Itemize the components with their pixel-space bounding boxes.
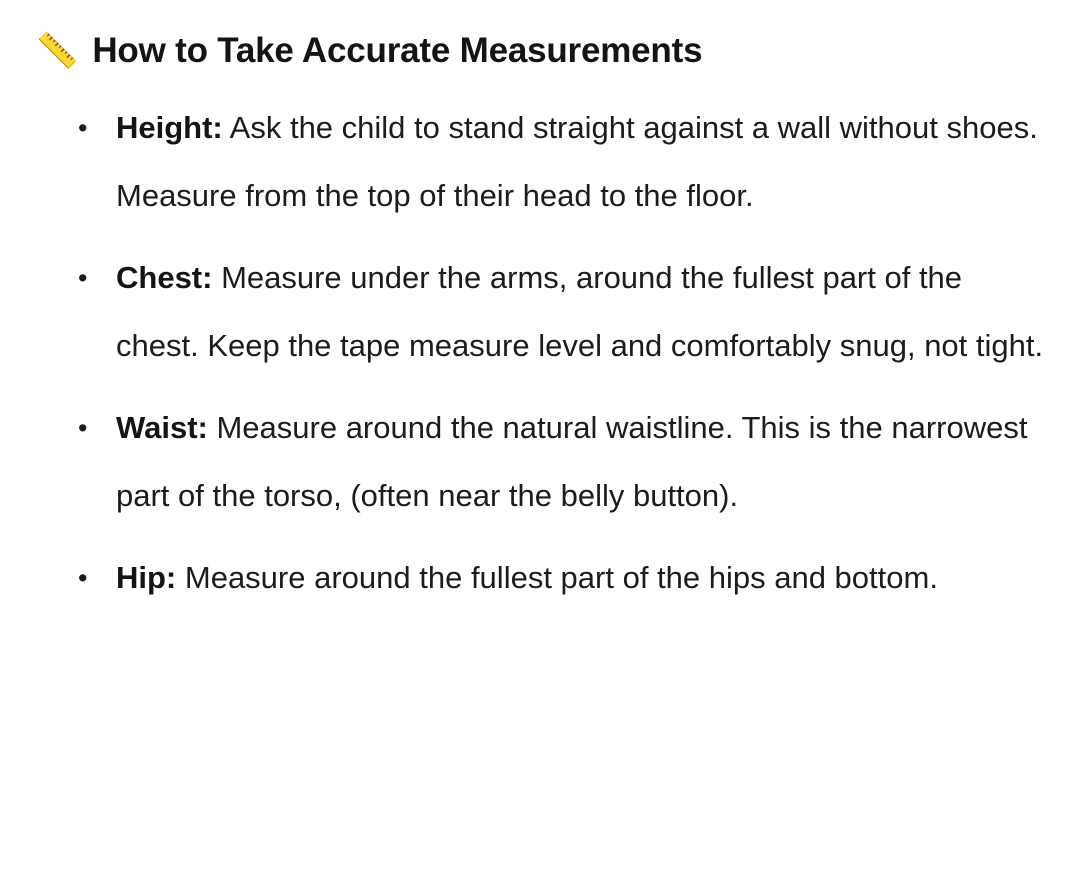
ruler-icon: 📏 — [36, 32, 79, 70]
list-bullet: • — [78, 413, 88, 443]
list-item — [36, 94, 1044, 230]
tip-label-height: Height: — [116, 110, 223, 145]
tip-label-waist: Waist: — [116, 410, 208, 445]
page-title: How to Take Accurate Measurements — [92, 31, 703, 70]
tip-text-waist: Measure around the natural waistline. This is the narrowest part of the torso, (often near the belly button). — [116, 410, 1028, 513]
section-heading — [36, 26, 1044, 76]
list-item — [36, 544, 1044, 612]
list-bullet: • — [78, 263, 88, 293]
list-item — [36, 394, 1044, 530]
tip-text-hip: Measure around the fullest part of the hips and bottom. — [176, 560, 938, 595]
measurement-tips-list — [36, 94, 1044, 612]
tip-label-chest: Chest: — [116, 260, 213, 295]
list-bullet: • — [78, 563, 88, 593]
tip-label-hip: Hip: — [116, 560, 177, 595]
tip-text-height: Ask the child to stand straight against a wall without shoes. Measure from the top of their head to the floor. — [116, 110, 1038, 213]
list-item — [36, 244, 1044, 380]
list-bullet: • — [78, 113, 88, 143]
tip-text-chest: Measure under the arms, around the fullest part of the chest. Keep the tape measure level and comfortably snug, not tight. — [116, 260, 1044, 363]
